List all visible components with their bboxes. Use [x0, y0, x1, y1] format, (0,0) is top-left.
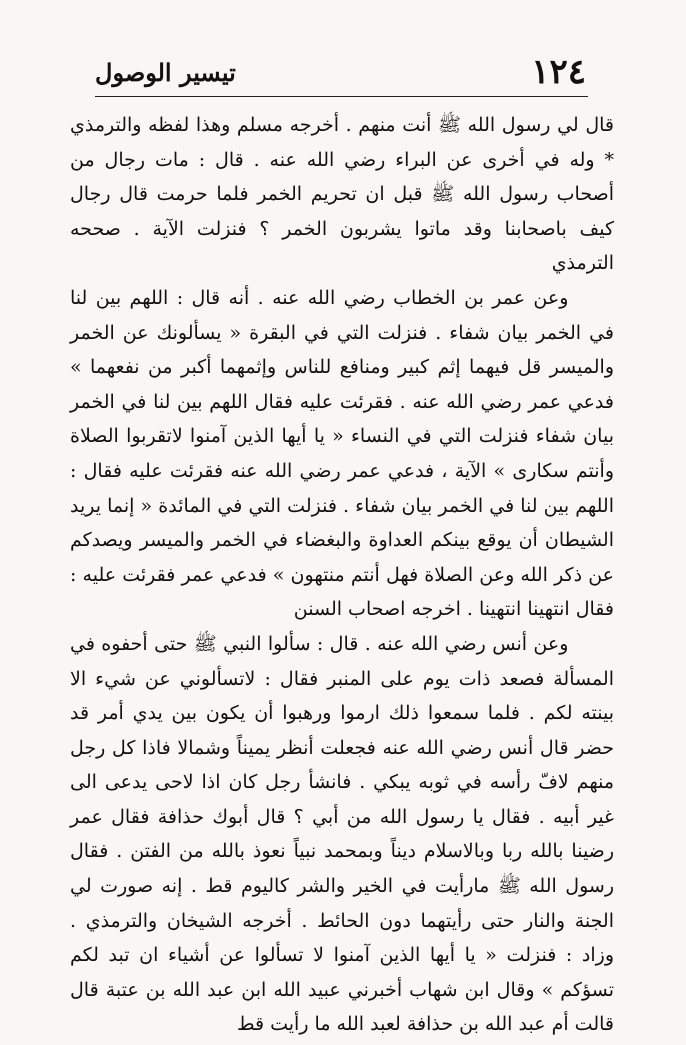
- paragraph: وعن عمر بن الخطاب رضي الله عنه . أنه قال : اللهم بين لنا في الخمر بيان شفاء . فنزلت التي في البقرة « يسألونك عن الخمر والميسر قل فيهما إثم كبير ومنافع للناس وإثمهما أكبر من نفعهما » فدعي عمر رضي الله عنه . فقرئت عليه فقال اللهم بين لنا في الخمر بيان شفاء فنزلت التي في النساء « يا أيها الذين آمنوا لاتقربوا الصلاة وأنتم سكارى » الآية ، فدعي عمر رضي الله عنه فقرئت عليه فقال : اللهم بين لنا في الخمر بيان شفاء . فنزلت التي في المائدة « إنما يريد الشيطان أن يوقع بينكم العداوة والبغضاء في الخمر والميسر ويصدكم عن ذكر الله وعن الصلاة فهل أنتم منتهون » فدعي عمر فقرئت عليه : فقال انتهينا انتهينا . اخرجه اصحاب السنن: [70, 286, 614, 621]
- body-text: [70, 108, 614, 1042]
- paragraph: وعن أنس رضي الله عنه . قال : سألوا النبي ﷺ حتى أحفوه في المسألة فصعد ذات يوم على المنبر فقال : لاتسألوني عن شيء الا بينته لكم . فلما سمعوا ذلك ارموا ورهبوا أن يكون بين يدي أمر قد حضر قال أنس رضي الله عنه فجعلت أنظر يميناً وشمالا فاذا كل رجل منهم لافّ رأسه في ثوبه يبكي . فانشأ رجل كان اذا لاحى يدعى الى غير أبيه . فقال يا رسول الله من أبي ؟ قال أبوك حذافة فقال عمر رضينا بالله ربا وبالاسلام ديناً وبمحمد نبياً نعوذ بالله من الفتن . فقال رسول الله ﷺ مارأيت في الخير والشر كاليوم قط . إنه صورت لي الجنة والنار حتى رأيتهما دون الحائط . أخرجه الشيخان والترمذي . وزاد : فنزلت « يا أيها الذين آمنوا لا تسألوا عن أشياء ان تبد لكم تسؤكم » وقال ابن شهاب أخبرني عبيد الله ابن عبد الله بن عتبة قال قالت أم عبد الله بن حذافة لعبد الله ما رأيت قط: [70, 632, 614, 1036]
- header-rule: [95, 96, 588, 97]
- page-header: [95, 52, 586, 90]
- page-number: ١٢٤: [531, 52, 586, 92]
- paragraph: قال لي رسول الله ﷺ أنت منهم . أخرجه مسلم وهذا لفظه والترمذي * وله في أخرى عن البراء رضي الله عنه . قال : مات رجال من أصحاب رسول الله ﷺ قبل ان تحريم الخمر فلما حرمت قال رجال كيف باصحابنا وقد ماتوا يشربون الخمر ؟ فنزلت الآية . صححه الترمذي: [70, 114, 614, 275]
- running-title: تيسير الوصول: [95, 58, 236, 87]
